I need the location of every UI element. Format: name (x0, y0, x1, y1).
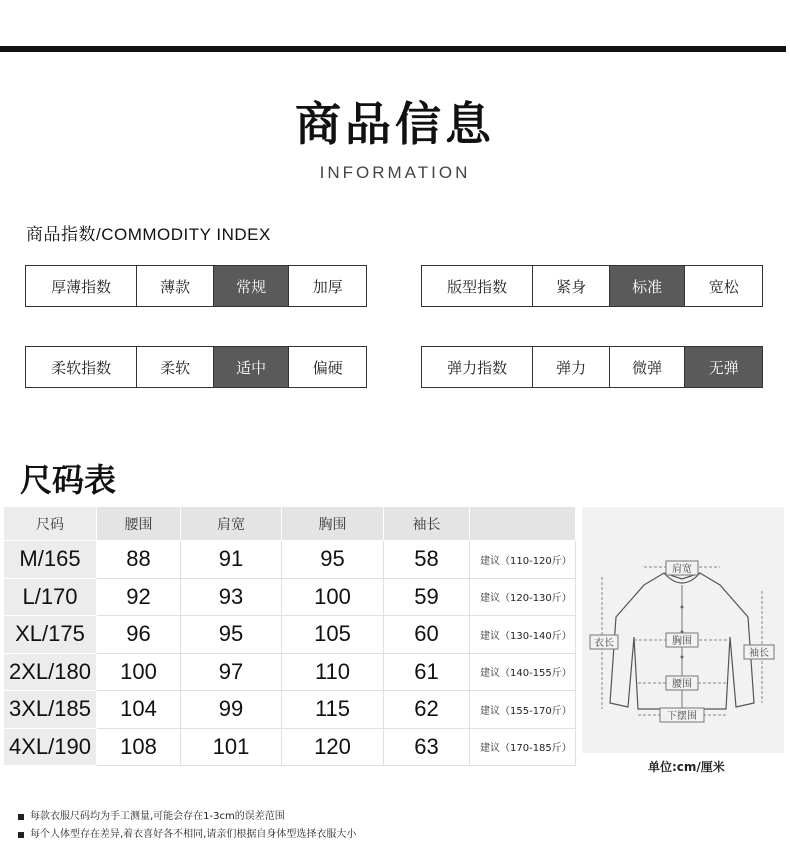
index-option: 柔软 (137, 347, 214, 387)
table-row (4, 579, 576, 617)
table-row (4, 729, 576, 767)
softness-index (25, 346, 367, 388)
index-option: 宽松 (708, 277, 739, 296)
advice-cell: 建议（155-170斤） (470, 691, 576, 729)
header-cell: 腰围 (97, 507, 181, 541)
shoulder-label: 肩宽 (672, 564, 692, 575)
fit-index (421, 265, 763, 307)
size-cell: 4XL/190 (4, 729, 97, 767)
header-cell: 胸围 (282, 507, 384, 541)
shoulder-cell: 91 (181, 541, 282, 579)
page-title: 商品信息 (295, 97, 495, 151)
sleeve-label: 袖长 (749, 648, 769, 659)
length-label: 衣长 (594, 638, 614, 649)
thickness-index (25, 265, 367, 307)
index-option: 偏硬 (312, 358, 343, 377)
size-table (4, 507, 576, 766)
sleeve-cell: 62 (384, 691, 470, 729)
header-cell (470, 507, 576, 541)
header-cell: 肩宽 (181, 507, 282, 541)
note-item (18, 826, 356, 844)
note-text: 每款衣服尺码均为手工测量,可能会存在1-3cm的误差范围 (30, 811, 285, 822)
index-option-selected: 无弹 (685, 347, 762, 387)
chest-cell: 105 (282, 616, 384, 654)
waist-cell: 100 (97, 654, 181, 692)
index-option-selected: 适中 (214, 347, 290, 387)
size-cell: 2XL/180 (4, 654, 97, 692)
sleeve-cell: 60 (384, 616, 470, 654)
commodity-index-title: 商品指数/COMMODITY INDEX (26, 225, 271, 244)
shoulder-cell: 97 (181, 654, 282, 692)
size-cell: L/170 (4, 579, 97, 617)
note-text: 每个人体型存在差异,着衣喜好各不相同,请亲们根据自身体型选择衣服大小 (30, 829, 357, 840)
size-cell: XL/175 (4, 616, 97, 654)
size-chart-title: 尺码表 (20, 461, 117, 499)
bullet-square-icon (18, 814, 24, 820)
waist-cell: 96 (97, 616, 181, 654)
shirt-measurement-diagram (582, 507, 784, 753)
shoulder-cell: 93 (181, 579, 282, 617)
index-label: 厚薄指数 (26, 266, 137, 306)
advice-cell: 建议（130-140斤） (470, 616, 576, 654)
table-row (4, 616, 576, 654)
advice-cell: 建议（140-155斤） (470, 654, 576, 692)
sleeve-cell: 58 (384, 541, 470, 579)
chest-cell: 100 (282, 579, 384, 617)
index-option: 弹力 (533, 347, 610, 387)
waist-cell: 88 (97, 541, 181, 579)
waist-label: 腰围 (672, 679, 692, 690)
chest-label: 胸围 (672, 636, 692, 647)
hem-label: 下摆围 (667, 711, 697, 722)
index-option: 加厚 (312, 277, 343, 296)
index-option-selected: 标准 (610, 266, 686, 306)
header-cell: 尺码 (4, 507, 97, 541)
index-option: 微弹 (610, 347, 686, 387)
table-row (4, 691, 576, 729)
chest-cell: 95 (282, 541, 384, 579)
advice-cell: 建议（120-130斤） (470, 579, 576, 617)
bullet-square-icon (18, 832, 24, 838)
sleeve-cell: 63 (384, 729, 470, 767)
elasticity-index (421, 346, 763, 388)
table-row (4, 654, 576, 692)
shoulder-cell: 95 (181, 616, 282, 654)
advice-cell: 建议（110-120斤） (470, 541, 576, 579)
index-label: 版型指数 (422, 266, 533, 306)
unit-label: 单位:cm/厘米 (648, 760, 725, 774)
chest-cell: 110 (282, 654, 384, 692)
notes (18, 808, 356, 844)
table-header (4, 507, 576, 541)
waist-cell: 92 (97, 579, 181, 617)
index-option-selected: 常规 (214, 266, 290, 306)
sleeve-cell: 61 (384, 654, 470, 692)
shoulder-cell: 101 (181, 729, 282, 767)
index-label: 弹力指数 (422, 347, 533, 387)
chest-cell: 115 (282, 691, 384, 729)
size-cell: M/165 (4, 541, 97, 579)
waist-cell: 104 (97, 691, 181, 729)
table-row (4, 541, 576, 579)
header-cell: 袖长 (384, 507, 470, 541)
note-item (18, 808, 356, 826)
index-option: 薄款 (137, 266, 214, 306)
sleeve-cell: 59 (384, 579, 470, 617)
index-option: 紧身 (533, 266, 610, 306)
chest-cell: 120 (282, 729, 384, 767)
shoulder-cell: 99 (181, 691, 282, 729)
index-label: 柔软指数 (26, 347, 137, 387)
advice-cell: 建议（170-185斤） (470, 729, 576, 767)
top-divider (0, 46, 786, 52)
shirt-outline-icon (582, 507, 784, 753)
waist-cell: 108 (97, 729, 181, 767)
page-subtitle: INFORMATION (319, 163, 471, 182)
size-cell: 3XL/185 (4, 691, 97, 729)
